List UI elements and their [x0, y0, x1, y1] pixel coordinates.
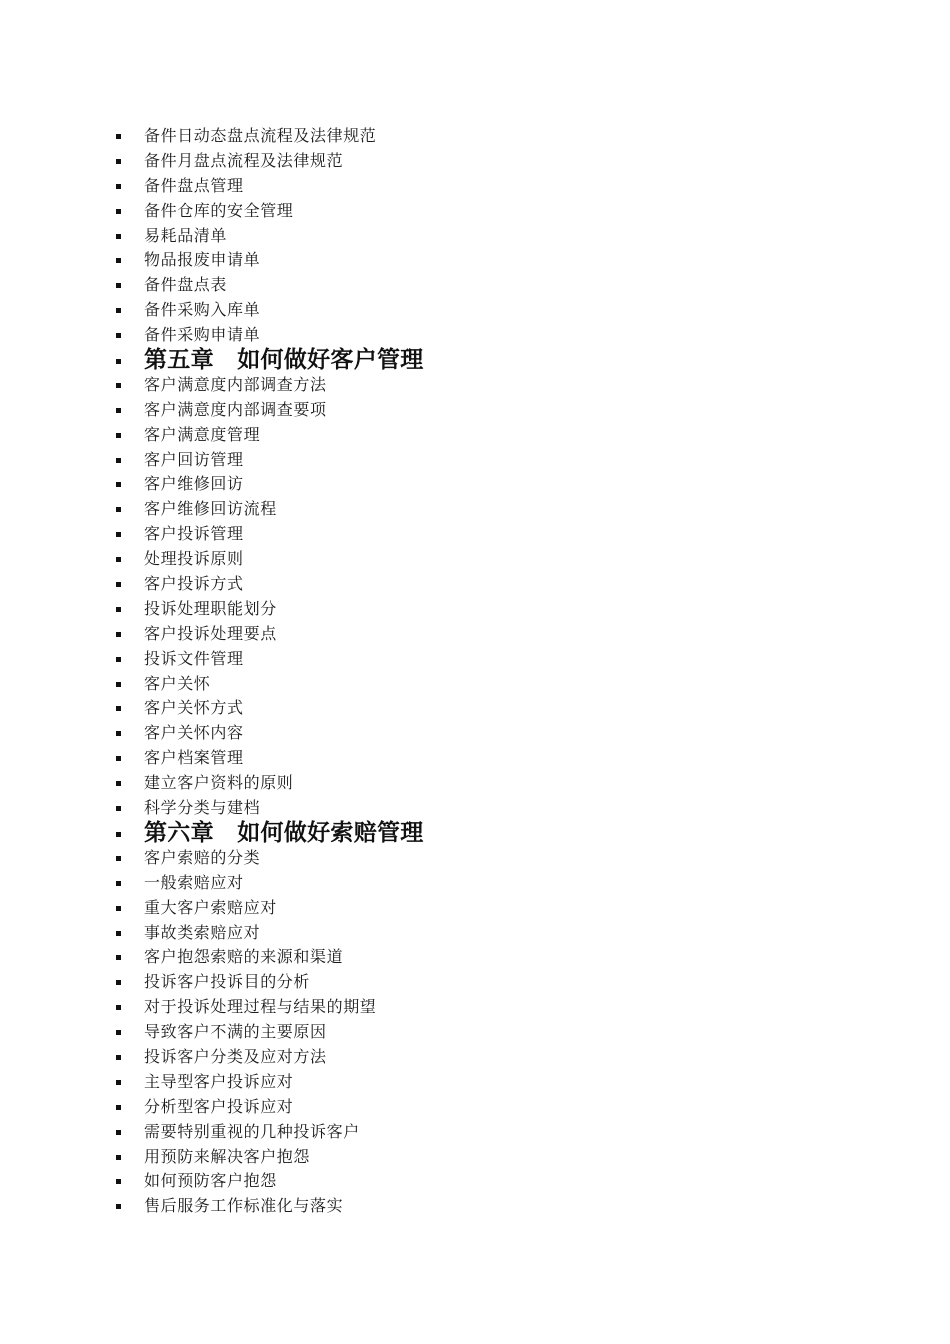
list-item-text: 重大客户索赔应对	[144, 897, 277, 917]
square-bullet-icon	[116, 931, 121, 936]
list-item	[0, 672, 950, 697]
list-item-text: 客户关怀方式	[144, 698, 244, 718]
square-bullet-icon	[116, 582, 121, 587]
list-item	[0, 796, 950, 821]
list-item-text: 备件月盘点流程及法律规范	[144, 150, 344, 170]
chapter-title: 第六章 如何做好索赔管理	[144, 819, 424, 846]
square-bullet-icon	[116, 234, 121, 239]
square-bullet-icon	[116, 856, 121, 861]
list-item	[0, 572, 950, 597]
square-bullet-icon	[116, 1204, 121, 1209]
list-item-text: 投诉处理职能划分	[144, 598, 277, 618]
chapter-title: 第五章 如何做好客户管理	[144, 347, 424, 374]
list-item	[0, 1020, 950, 1045]
list-item	[0, 1169, 950, 1194]
list-item-text: 备件盘点管理	[144, 175, 244, 195]
list-item	[0, 921, 950, 946]
square-bullet-icon	[116, 731, 121, 736]
list-item-text: 客户投诉管理	[144, 524, 244, 544]
list-item-text: 备件盘点表	[144, 275, 228, 295]
list-item	[0, 174, 950, 199]
square-bullet-icon	[116, 781, 121, 786]
list-item-text: 备件采购入库单	[144, 300, 261, 320]
list-item-text: 建立客户资料的原则	[144, 773, 294, 793]
list-item-text: 客户档案管理	[144, 748, 244, 768]
square-bullet-icon	[116, 706, 121, 711]
list-item	[0, 1145, 950, 1170]
list-item	[0, 746, 950, 771]
list-item	[0, 224, 950, 249]
list-item	[0, 373, 950, 398]
square-bullet-icon	[116, 308, 121, 313]
list-item-text: 处理投诉原则	[144, 549, 244, 569]
list-item	[0, 273, 950, 298]
list-item-text: 客户抱怨索赔的来源和渠道	[144, 947, 344, 967]
square-bullet-icon	[116, 1155, 121, 1160]
list-item-text: 易耗品清单	[144, 225, 228, 245]
list-item	[0, 970, 950, 995]
list-item-text: 客户索赔的分类	[144, 847, 261, 867]
list-item	[0, 771, 950, 796]
list-item	[0, 647, 950, 672]
list-item-text: 事故类索赔应对	[144, 922, 261, 942]
square-bullet-icon	[116, 1130, 121, 1135]
list-item-text: 投诉客户投诉目的分析	[144, 972, 311, 992]
square-bullet-icon	[116, 955, 121, 960]
square-bullet-icon	[116, 333, 121, 338]
chapter-heading	[0, 821, 950, 846]
square-bullet-icon	[116, 283, 121, 288]
square-bullet-icon	[116, 906, 121, 911]
square-bullet-icon	[116, 482, 121, 487]
list-item-text: 导致客户不满的主要原因	[144, 1022, 327, 1042]
square-bullet-icon	[116, 359, 121, 364]
list-item	[0, 1194, 950, 1219]
square-bullet-icon	[116, 1030, 121, 1035]
list-item-text: 客户维修回访流程	[144, 499, 277, 519]
table-of-contents-list	[0, 124, 950, 1219]
square-bullet-icon	[116, 433, 121, 438]
list-item	[0, 846, 950, 871]
list-item	[0, 597, 950, 622]
list-item-text: 需要特别重视的几种投诉客户	[144, 1121, 360, 1141]
list-item-text: 对于投诉处理过程与结果的期望	[144, 997, 377, 1017]
square-bullet-icon	[116, 383, 121, 388]
square-bullet-icon	[116, 458, 121, 463]
list-item	[0, 248, 950, 273]
square-bullet-icon	[116, 1105, 121, 1110]
list-item	[0, 995, 950, 1020]
square-bullet-icon	[116, 184, 121, 189]
list-item	[0, 472, 950, 497]
list-item	[0, 1095, 950, 1120]
list-item-text: 投诉客户分类及应对方法	[144, 1046, 327, 1066]
list-item	[0, 149, 950, 174]
square-bullet-icon	[116, 682, 121, 687]
square-bullet-icon	[116, 1080, 121, 1085]
list-item-text: 备件仓库的安全管理	[144, 200, 294, 220]
list-item-text: 售后服务工作标准化与落实	[144, 1196, 344, 1216]
list-item	[0, 622, 950, 647]
list-item	[0, 896, 950, 921]
list-item-text: 分析型客户投诉应对	[144, 1096, 294, 1116]
list-item-text: 备件采购申请单	[144, 325, 261, 345]
list-item	[0, 497, 950, 522]
list-item	[0, 448, 950, 473]
list-item-text: 客户满意度内部调查方法	[144, 374, 327, 394]
chapter-heading	[0, 348, 950, 373]
square-bullet-icon	[116, 1055, 121, 1060]
square-bullet-icon	[116, 756, 121, 761]
list-item-text: 用预防来解决客户抱怨	[144, 1146, 311, 1166]
list-item	[0, 423, 950, 448]
list-item	[0, 124, 950, 149]
list-item-text: 投诉文件管理	[144, 648, 244, 668]
square-bullet-icon	[116, 980, 121, 985]
square-bullet-icon	[116, 1179, 121, 1184]
list-item	[0, 871, 950, 896]
square-bullet-icon	[116, 159, 121, 164]
list-item-text: 科学分类与建档	[144, 798, 261, 818]
list-item-text: 客户关怀内容	[144, 723, 244, 743]
list-item	[0, 199, 950, 224]
list-item	[0, 398, 950, 423]
list-item-text: 一般索赔应对	[144, 872, 244, 892]
list-item	[0, 298, 950, 323]
square-bullet-icon	[116, 209, 121, 214]
list-item	[0, 1045, 950, 1070]
list-item-text: 客户满意度管理	[144, 424, 261, 444]
list-item-text: 备件日动态盘点流程及法律规范	[144, 126, 377, 145]
square-bullet-icon	[116, 832, 121, 837]
list-item	[0, 945, 950, 970]
list-item	[0, 323, 950, 348]
square-bullet-icon	[116, 507, 121, 512]
list-item-text: 物品报废申请单	[144, 250, 261, 270]
list-item-text: 客户投诉处理要点	[144, 623, 277, 643]
square-bullet-icon	[116, 632, 121, 637]
square-bullet-icon	[116, 557, 121, 562]
list-item-text: 客户投诉方式	[144, 574, 244, 594]
list-item-text: 如何预防客户抱怨	[144, 1171, 277, 1191]
list-item	[0, 522, 950, 547]
list-item-text: 客户维修回访	[144, 474, 244, 494]
square-bullet-icon	[116, 408, 121, 413]
square-bullet-icon	[116, 607, 121, 612]
square-bullet-icon	[116, 532, 121, 537]
list-item	[0, 696, 950, 721]
list-item	[0, 1070, 950, 1095]
square-bullet-icon	[116, 258, 121, 263]
square-bullet-icon	[116, 881, 121, 886]
square-bullet-icon	[116, 134, 121, 139]
list-item	[0, 721, 950, 746]
square-bullet-icon	[116, 657, 121, 662]
square-bullet-icon	[116, 806, 121, 811]
square-bullet-icon	[116, 1005, 121, 1010]
list-item-text: 客户回访管理	[144, 449, 244, 469]
list-item	[0, 547, 950, 572]
list-item	[0, 1120, 950, 1145]
list-item-text: 客户满意度内部调查要项	[144, 399, 327, 419]
list-item-text: 主导型客户投诉应对	[144, 1071, 294, 1091]
list-item-text: 客户关怀	[144, 673, 211, 693]
